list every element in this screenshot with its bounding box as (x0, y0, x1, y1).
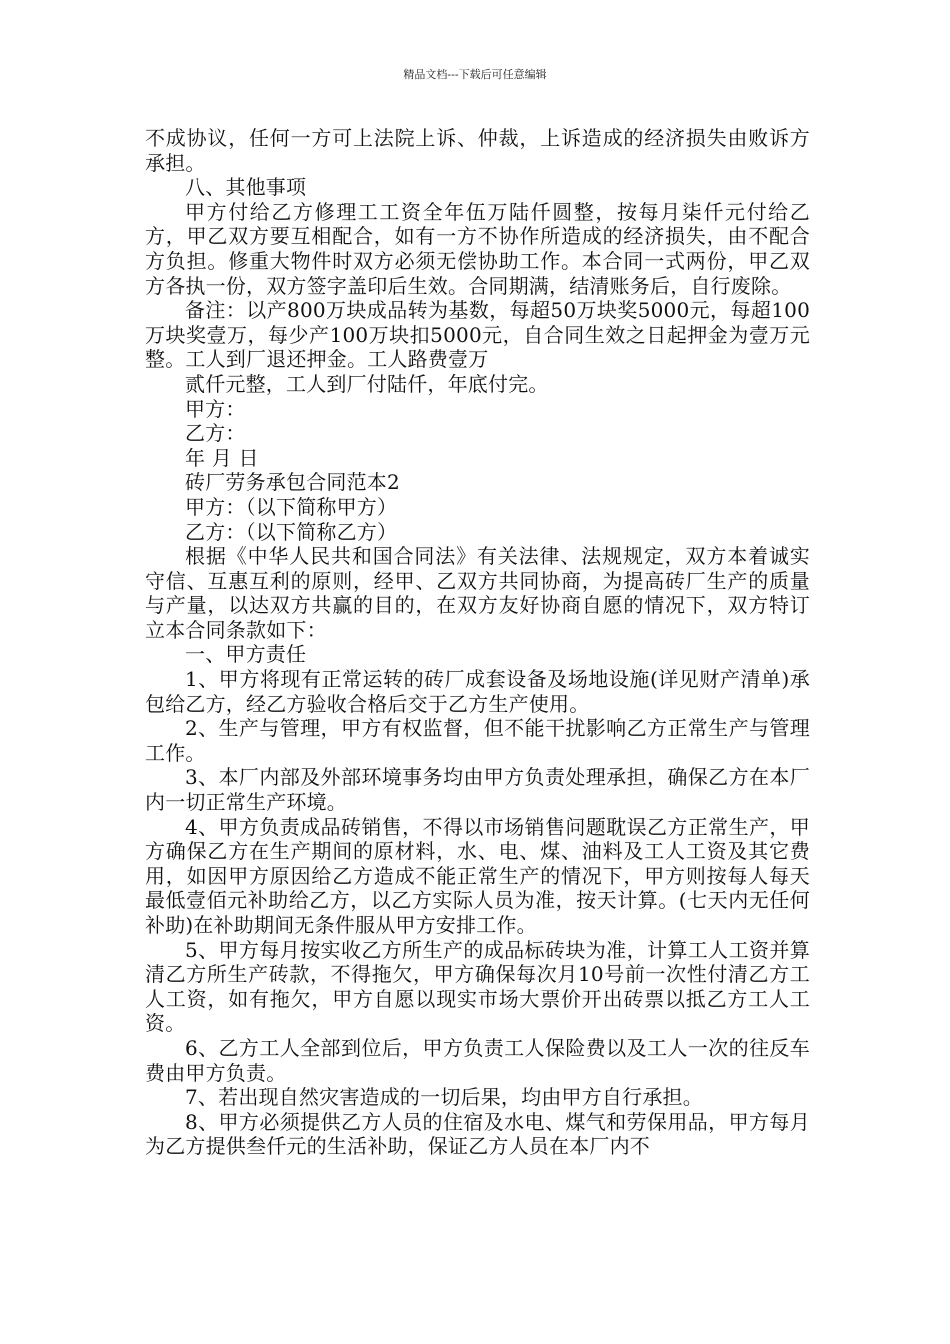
signature-line: 乙方： (185, 421, 246, 446)
section-heading: 一、甲方责任 (185, 642, 307, 667)
paragraph: 根据《中华人民共和国合同法》有关法律、法规规定，双方本着诚实守信、互惠互利的原则，经甲、乙双方共同协商，为提高砖厂生产的质量与产量，以达双方共赢的目的，在双方友好协商自愿的情况下，双方特订立本合同条款如下： (145, 544, 810, 642)
clause: 5、甲方每月按实收乙方所生产的成品标砖块为准，计算工人工资并算清乙方所生产砖款，不得拖欠，甲方确保每次月10号前一次性付清乙方工人工资，如有拖欠，甲方自愿以现实市场大票价开出砖票以抵乙方工人工资。 (145, 937, 810, 1036)
clause: 1、甲方将现有正常运转的砖厂成套设备及场地设施(详见财产清单)承包给乙方，经乙方验收合格后交于乙方生产使用。 (145, 667, 810, 716)
date-line: 年 月 日 (185, 445, 259, 470)
clause: 6、乙方工人全部到位后，甲方负责工人保险费以及工人一次的往反车费由甲方负责。 (145, 1035, 810, 1085)
paragraph: 贰仟元整，工人到厂付陆仟，年底付完。 (185, 371, 549, 396)
clause: 2、生产与管理，甲方有权监督，但不能干扰影响乙方正常生产与管理工作。 (145, 716, 810, 765)
clause: 8、甲方必须提供乙方人员的住宿及水电、煤气和劳保用品，甲方每月为乙方提供叁仟元的生活补助，保证乙方人员在本厂内不 (145, 1109, 810, 1159)
party-line: 甲方：（以下简称甲方） (185, 494, 398, 519)
clause: 7、若出现自然灾害造成的一切后果，均由甲方自行承担。 (185, 1085, 703, 1110)
document-body (145, 126, 810, 1159)
clause: 4、甲方负责成品砖销售，不得以市场销售问题耽误乙方正常生产，甲方确保乙方在生产期间的原材料，水、电、煤、油料及工人工资及其它费用，如因甲方原因给乙方造成不能正常生产的情况下，甲方则按每人每天最低壹佰元补助给乙方，以乙方实际人员为准，按天计算。(七天内无任何补助)在补助期间无条件服从甲方安排工作。 (145, 814, 810, 937)
document-title: 砖厂劳务承包合同范本2 (185, 470, 400, 495)
party-line: 乙方：（以下简称乙方） (185, 519, 398, 544)
page-header: 精品文档---下载后可任意编辑 (403, 68, 547, 81)
section-heading: 八、其他事项 (185, 175, 307, 200)
clause: 3、本厂内部及外部环境事务均由甲方负责处理承担，确保乙方在本厂内一切正常生产环境。 (145, 765, 810, 815)
paragraph: 不成协议，任何一方可上法院上诉、仲裁，上诉造成的经济损失由败诉方承担。 (145, 126, 810, 175)
signature-line: 甲方： (185, 396, 246, 421)
paragraph: 备注：以产800万块成品转为基数，每超50万块奖5000元，每超100万块奖壹万，每少产100万块扣5000元，自合同生效之日起押金为壹万元整。工人到厂退还押金。工人路费壹万 (145, 298, 810, 372)
paragraph: 甲方付给乙方修理工工资全年伍万陆仟圆整，按每月柒仟元付给乙方，甲乙双方要互相配合，如有一方不协作所造成的经济损失，由不配合方负担。修重大物件时双方必须无偿协助工作。本合同一式两份，甲乙双方各执一份，双方签字盖印后生效。合同期满，结清账务后，自行废除。 (145, 199, 810, 298)
